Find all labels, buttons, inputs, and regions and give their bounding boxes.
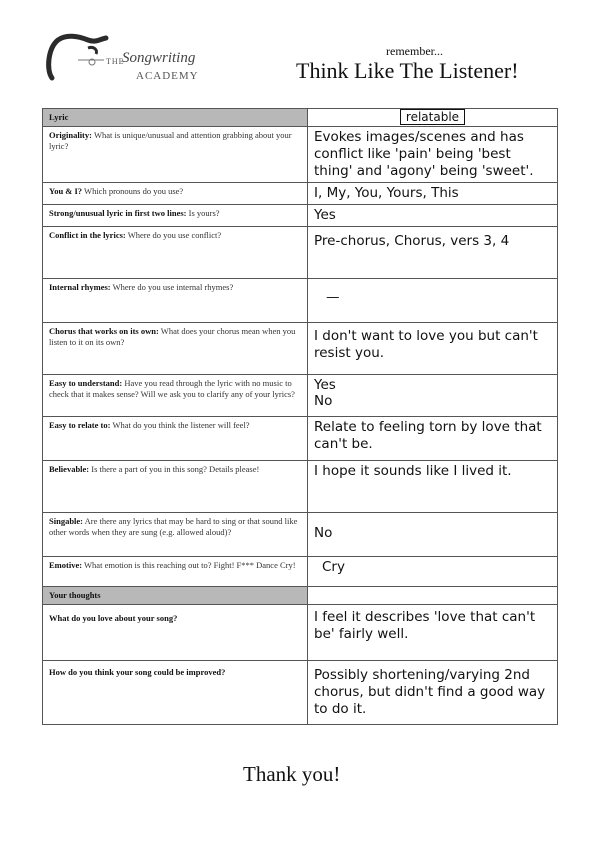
emotive-prompt: What emotion is this reaching out to? Fight! F*** Dance Cry! xyxy=(84,560,296,570)
originality-label: Originality: xyxy=(49,130,92,140)
conflict-prompt: Where do you use conflict? xyxy=(127,230,222,240)
easy-relate-prompt: What do you think the listener will feel? xyxy=(112,420,250,430)
internal-rhymes-label: Internal rhymes: xyxy=(49,282,111,292)
strong-lines-row xyxy=(43,205,558,227)
thank-you-text: Thank you! xyxy=(243,762,341,786)
questionnaire-table xyxy=(42,108,558,725)
easy-understand-prompt: Have you read through the lyric with no music to check that it makes sense? Will we ask you to clarify any of your lyrics? xyxy=(49,378,295,399)
chorus-answer[interactable]: I don't want to love you but can't resist you. xyxy=(308,323,558,375)
thoughts-section-row xyxy=(43,587,558,605)
emotive-row xyxy=(43,557,558,587)
love-label: What do you love about your song? xyxy=(49,613,178,623)
emotive-answer[interactable]: Cry xyxy=(308,557,558,587)
singable-label: Singable: xyxy=(49,516,84,526)
lyric-section-row xyxy=(43,109,558,127)
relatable-note: relatable xyxy=(400,109,465,125)
believable-row xyxy=(43,461,558,513)
chorus-prompt: What does your chorus mean when you listen to it on its own? xyxy=(49,326,296,347)
lyric-section-label: Lyric xyxy=(49,112,69,122)
internal-rhymes-prompt: Where do you use internal rhymes? xyxy=(112,282,234,292)
pronouns-label: You & I? xyxy=(49,186,83,196)
believable-prompt: Is there a part of you in this song? Details please! xyxy=(91,464,260,474)
strong-lines-prompt: Is yours? xyxy=(188,208,220,218)
conflict-row xyxy=(43,227,558,279)
originality-answer[interactable]: Evokes images/scenes and has conflict like 'pain' being 'best thing' and 'agony' being 'sweet'. xyxy=(308,127,558,183)
pronouns-row xyxy=(43,183,558,205)
believable-label: Believable: xyxy=(49,464,90,474)
easy-understand-row xyxy=(43,375,558,417)
believable-answer[interactable]: I hope it sounds like I lived it. xyxy=(308,461,558,513)
logo-songwriting-text: Songwriting xyxy=(122,50,196,66)
improved-row xyxy=(43,661,558,725)
internal-rhymes-row xyxy=(43,279,558,323)
chorus-label: Chorus that works on its own: xyxy=(49,326,159,336)
originality-prompt: What is unique/unusual and attention grabbing about your lyric? xyxy=(49,130,292,151)
singable-prompt: Are there any lyrics that may be hard to sing or that sound like other words when they are sung (e.g. allowed aloud)? xyxy=(49,516,298,537)
conflict-answer[interactable]: Pre-chorus, Chorus, vers 3, 4 xyxy=(308,227,558,279)
thoughts-section-label: Your thoughts xyxy=(49,590,101,600)
easy-understand-answer[interactable]: Yes No xyxy=(308,375,558,417)
originality-row xyxy=(43,127,558,183)
easy-understand-label: Easy to understand: xyxy=(49,378,123,388)
love-answer[interactable]: I feel it describes 'love that can't be' fairly well. xyxy=(308,605,558,661)
remember-text: remember... xyxy=(386,44,443,58)
singable-answer[interactable]: No xyxy=(308,513,558,557)
easy-relate-answer[interactable]: Relate to feeling torn by love that can't be. xyxy=(308,417,558,461)
easy-relate-label: Easy to relate to: xyxy=(49,420,111,430)
pronouns-answer[interactable]: I, My, You, Yours, This xyxy=(308,183,558,205)
pronouns-prompt: Which pronouns do you use? xyxy=(84,186,184,196)
singable-row xyxy=(43,513,558,557)
strong-lines-label: Strong/unusual lyric in first two lines: xyxy=(49,208,187,218)
love-row xyxy=(43,605,558,661)
emotive-label: Emotive: xyxy=(49,560,83,570)
logo-the-text: THE xyxy=(106,57,125,66)
improved-label: How do you think your song could be improved? xyxy=(49,667,226,677)
chorus-row xyxy=(43,323,558,375)
conflict-label: Conflict in the lyrics: xyxy=(49,230,126,240)
internal-rhymes-answer[interactable]: — xyxy=(308,279,558,323)
page-title: Think Like The Listener! xyxy=(296,58,519,83)
logo-academy-text: ACADEMY xyxy=(136,70,199,82)
strong-lines-answer[interactable]: Yes xyxy=(308,205,558,227)
academy-logo xyxy=(44,30,224,90)
easy-relate-row xyxy=(43,417,558,461)
improved-answer[interactable]: Possibly shortening/varying 2nd chorus, but didn't find a good way to do it. xyxy=(308,661,558,725)
